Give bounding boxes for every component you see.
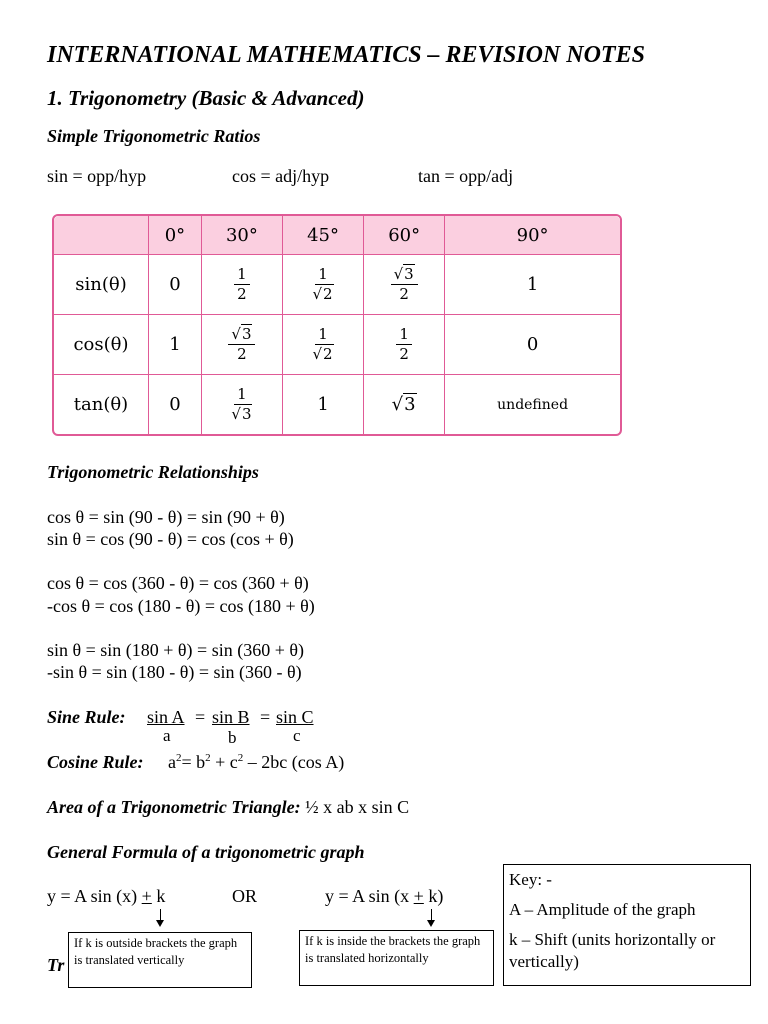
denominator <box>231 405 252 423</box>
denominator <box>312 285 333 303</box>
fraction <box>231 386 252 424</box>
sqrt-symbol: √ <box>312 285 323 303</box>
cosine-rule-c: + c <box>210 752 238 772</box>
table-cell <box>364 375 445 434</box>
cosine-rule-label: Cosine Rule: <box>47 752 144 772</box>
header-0-deg: 0° <box>149 216 202 255</box>
numerator: 1 <box>234 386 250 405</box>
plus-sign: + <box>413 886 424 906</box>
area-line <box>47 797 409 818</box>
plus-sign: + <box>141 886 152 906</box>
row-label: sin(θ) <box>54 255 149 315</box>
numerator: 1 <box>234 266 250 285</box>
key-amplitude: A – Amplitude of the graph <box>509 900 696 919</box>
sqrt-expression <box>312 344 333 363</box>
header-45-deg: 45° <box>283 216 364 255</box>
formula-part: k <box>151 886 166 906</box>
sine-rule-num-c: sin C <box>276 707 314 727</box>
sqrt-expression <box>312 284 333 303</box>
fraction <box>391 266 418 304</box>
header-30-deg: 30° <box>202 216 283 255</box>
ratios-heading: Simple Trigonometric Ratios <box>47 126 261 146</box>
denominator <box>312 345 333 363</box>
tan-ratio: tan = opp/adj <box>418 166 514 186</box>
radicand: 3 <box>241 324 252 343</box>
table-cell: 1 <box>283 375 364 434</box>
page-title: INTERNATIONAL MATHEMATICS – REVISION NOTES <box>47 42 645 68</box>
relationship-line: sin θ = sin (180 + θ) = sin (360 + θ) <box>47 640 304 660</box>
sine-rule-den-b: b <box>228 728 237 747</box>
sine-rule-den-c: c <box>293 726 301 745</box>
partial-heading: Tr <box>47 955 65 975</box>
sqrt-expression <box>394 264 415 283</box>
exponent: 2 <box>176 752 182 764</box>
table-cell <box>202 255 283 315</box>
formula-part: y = A sin (x <box>325 886 414 906</box>
relationships-heading: Trigonometric Relationships <box>47 462 259 482</box>
sine-rule-eq: = <box>260 707 271 727</box>
header-60-deg: 60° <box>364 216 445 255</box>
key-title: Key: - <box>509 870 552 889</box>
table-cell: 0 <box>149 375 202 434</box>
arrow-head-icon <box>427 920 435 927</box>
cosine-rule-a: a <box>168 752 176 772</box>
sine-rule-num-b: sin B <box>212 707 250 727</box>
table-corner-cell <box>54 216 149 255</box>
sine-rule-den-a: a <box>163 726 171 745</box>
fraction <box>396 326 412 364</box>
sqrt-symbol: √ <box>231 324 241 343</box>
sqrt-symbol: √ <box>393 264 404 283</box>
sqrt-symbol: √ <box>391 394 404 415</box>
graph-heading: General Formula of a trigonometric graph <box>47 842 365 862</box>
table-row <box>54 315 620 375</box>
sine-rule-eq: = <box>195 707 206 727</box>
denominator: 2 <box>237 345 247 363</box>
fraction <box>228 326 255 364</box>
table-cell: 0 <box>149 255 202 315</box>
sqrt-expression <box>392 393 417 415</box>
table-cell: 1 <box>445 255 620 315</box>
table-cell <box>364 255 445 315</box>
numerator: 1 <box>315 326 331 345</box>
table-row <box>54 255 620 315</box>
formula-part: y = A sin (x) <box>47 886 142 906</box>
key-box <box>503 864 751 986</box>
table-cell <box>364 315 445 375</box>
arrow-head-icon <box>156 920 164 927</box>
graph-formula-outside <box>47 886 165 907</box>
relationship-line: sin θ = cos (90 - θ) = cos (cos + θ) <box>47 529 294 549</box>
sine-rule-num-a: sin A <box>147 707 185 727</box>
note-horizontal-translation: If k is inside the brackets the graph is translated horizontally <box>299 930 494 986</box>
table-cell: undefined <box>497 396 569 413</box>
sqrt-expression <box>231 324 252 343</box>
sine-rule-label: Sine Rule: <box>47 707 126 727</box>
section-heading: 1. Trigonometry (Basic & Advanced) <box>47 86 365 110</box>
table-row <box>54 375 620 434</box>
graph-formula-inside <box>325 886 443 907</box>
denominator: 2 <box>399 345 409 363</box>
numerator <box>228 326 255 345</box>
header-90-deg: 90° <box>445 216 620 255</box>
formula-part: k) <box>423 886 444 906</box>
table-cell <box>202 315 283 375</box>
radicand: 3 <box>404 264 414 283</box>
relationship-line: cos θ = cos (360 - θ) = cos (360 + θ) <box>47 573 309 593</box>
relationship-line: cos θ = sin (90 - θ) = sin (90 + θ) <box>47 507 285 527</box>
fraction <box>312 266 333 304</box>
cosine-rule-formula <box>168 752 344 773</box>
radicand: 3 <box>404 394 416 415</box>
exponent: 2 <box>205 752 211 764</box>
row-label: tan(θ) <box>54 375 149 434</box>
cos-ratio: cos = adj/hyp <box>232 166 330 186</box>
area-formula: ½ x ab x sin C <box>300 797 410 817</box>
relationship-line: -sin θ = sin (180 - θ) = sin (360 - θ) <box>47 662 302 682</box>
key-shift: k – Shift (units horizontally or vertically) <box>509 930 716 971</box>
denominator: 2 <box>399 285 409 303</box>
exponent: 2 <box>237 752 244 764</box>
radicand: 2 <box>323 285 333 303</box>
sqrt-symbol: √ <box>312 345 323 363</box>
radicand: 2 <box>323 345 333 363</box>
radicand: 3 <box>241 405 252 423</box>
cosine-rule-b: = b <box>181 752 206 772</box>
or-label: OR <box>232 886 258 906</box>
table-cell <box>283 315 364 375</box>
numerator <box>391 266 418 285</box>
table-cell: 0 <box>445 315 620 375</box>
numerator: 1 <box>315 266 331 285</box>
sin-ratio: sin = opp/hyp <box>47 166 147 186</box>
trig-values-table <box>52 214 622 436</box>
table-header-row <box>54 216 620 255</box>
sqrt-symbol: √ <box>231 405 241 423</box>
relationship-line: -cos θ = cos (180 - θ) = cos (180 + θ) <box>47 596 315 616</box>
area-label: Area of a Trigonometric Triangle: <box>47 797 301 817</box>
numerator: 1 <box>396 326 412 345</box>
row-label: cos(θ) <box>54 315 149 375</box>
note-vertical-translation: If k is outside brackets the graph is translated vertically <box>68 932 252 988</box>
table-cell <box>283 255 364 315</box>
fraction <box>234 266 250 304</box>
cosine-rule-rest: – 2bc (cos A) <box>243 752 345 772</box>
table-cell: 1 <box>149 315 202 375</box>
fraction <box>312 326 333 364</box>
table-cell <box>202 375 283 434</box>
denominator: 2 <box>237 285 247 303</box>
sqrt-expression <box>231 404 252 423</box>
